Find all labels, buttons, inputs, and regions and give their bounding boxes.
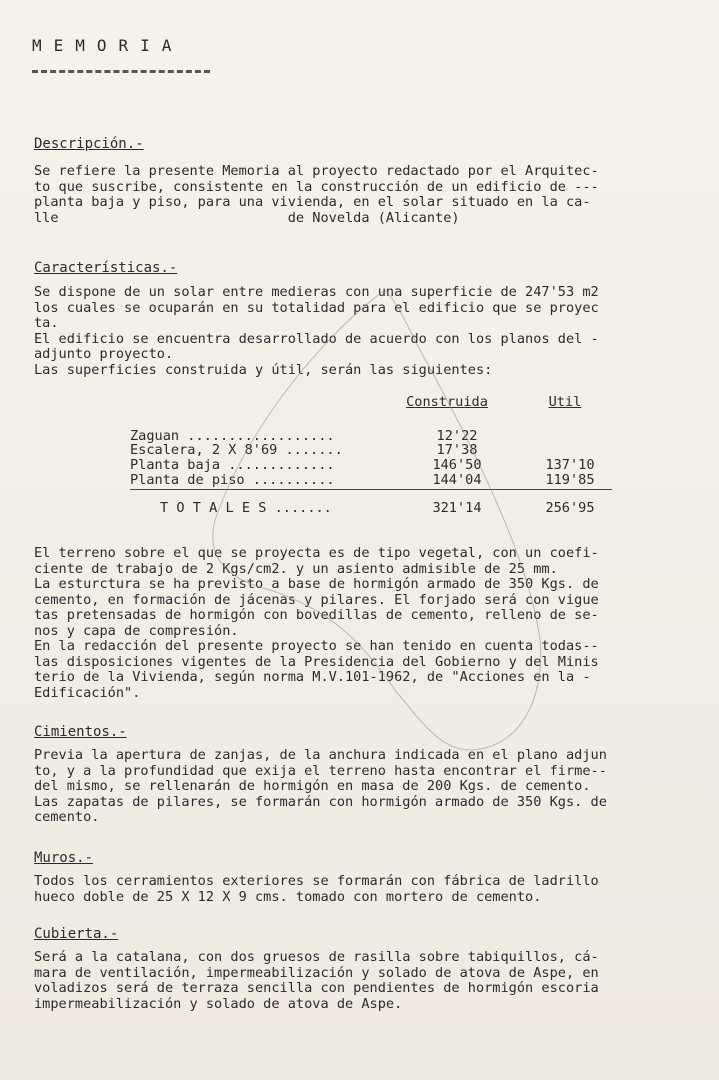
paragraph-descripcion: Se refiere la presente Memoria al proyecto redactado por el Arquitec- to que suscribe, consistente en la construcción de un edificio de --- planta baja y piso, para una vivienda, en el solar situado en la ca- lle de Novelda (Alicante) [34,163,599,226]
row-construida: 146'50 [432,457,482,473]
heading-muros: Muros.- [34,850,94,866]
title-underline [32,70,210,73]
document-title: MEMORIA [32,36,184,55]
row-label: Planta baja ............. [130,457,335,473]
row-construida: 12'22 [436,428,478,444]
col-construida-header: Construida [406,394,488,410]
paragraph-muros: Todos los cerramientos exteriores se formarán con fábrica de ladrillo hueco doble de 25 X 12 X 9 cms. tomado con mortero de cemento. [34,873,599,905]
heading-cubierta: Cubierta.- [34,926,119,942]
paragraph-caracteristicas: Se dispone de un solar entre medieras con una superficie de 247'53 m2 los cuales se ocuparán en su totalidad para el edificio que se proyec ta. El edificio se encuentra desarrollado de acuerdo con los planos del - adjunto proyecto. Las superficies construida y útil, serán las siguientes: [34,284,599,378]
heading-descripcion: Descripción.- [34,136,144,152]
total-construida: 321'14 [432,500,482,516]
table-header-row [130,394,650,409]
row-util: 119'85 [545,472,595,488]
total-util: 256'95 [545,500,595,516]
col-util-header: Util [548,394,582,410]
paragraph-terreno: El terreno sobre el que se proyecta es de tipo vegetal, con un coefi- ciente de trabajo de 2 Kgs/cm2. y un asiento admisible de 25 mm. La esturctura se ha previsto a base de hormigón armado de 350 Kgs. de cemento, en formación de jácenas y pilares. El forjado será con vigue tas pretensadas de hormigón con bovedillas de cemento, relleno de se- nos y capa de compresión. En la redacción del presente proyecto se han tenido en cuenta todas-- las disposiciones vigentes de la Presidencia del Gobierno y del Minis terio de la Vivienda, según norma M.V.101-1962, de "Acciones en la - Edificación". [34,545,599,701]
row-label: Zaguan .................. [130,428,335,444]
totals-label: T O T A L E S ....... [160,500,332,516]
heading-cimientos: Cimientos.- [34,724,127,740]
row-util: 137'10 [545,457,595,473]
totals-rule [130,489,612,490]
heading-caracteristicas: Características.- [34,260,178,276]
row-construida: 17'38 [436,442,478,458]
row-label: Planta de piso .......... [130,472,335,488]
row-label: Escalera, 2 X 8'69 ....... [130,442,343,458]
paragraph-cimientos: Previa la apertura de zanjas, de la anchura indicada en el plano adjun to, y a la profundidad que exija el terreno hasta encontrar el firme-- del mismo, se rellenarán de hormigón en masa de 200 Kgs. de cemento. Las zapatas de pilares, se formarán con hormigón armado de 350 Kgs. de cemento. [34,747,607,825]
paragraph-cubierta: Será a la catalana, con dos gruesos de rasilla sobre tabiquillos, cá- mara de ventilación, impermeabilización y solado de atova de Aspe, en voladizos será de terraza sencilla con pendientes de hormigón escoria impermeabilización y solado de atova de Aspe. [34,949,599,1012]
row-construida: 144'04 [432,472,482,488]
